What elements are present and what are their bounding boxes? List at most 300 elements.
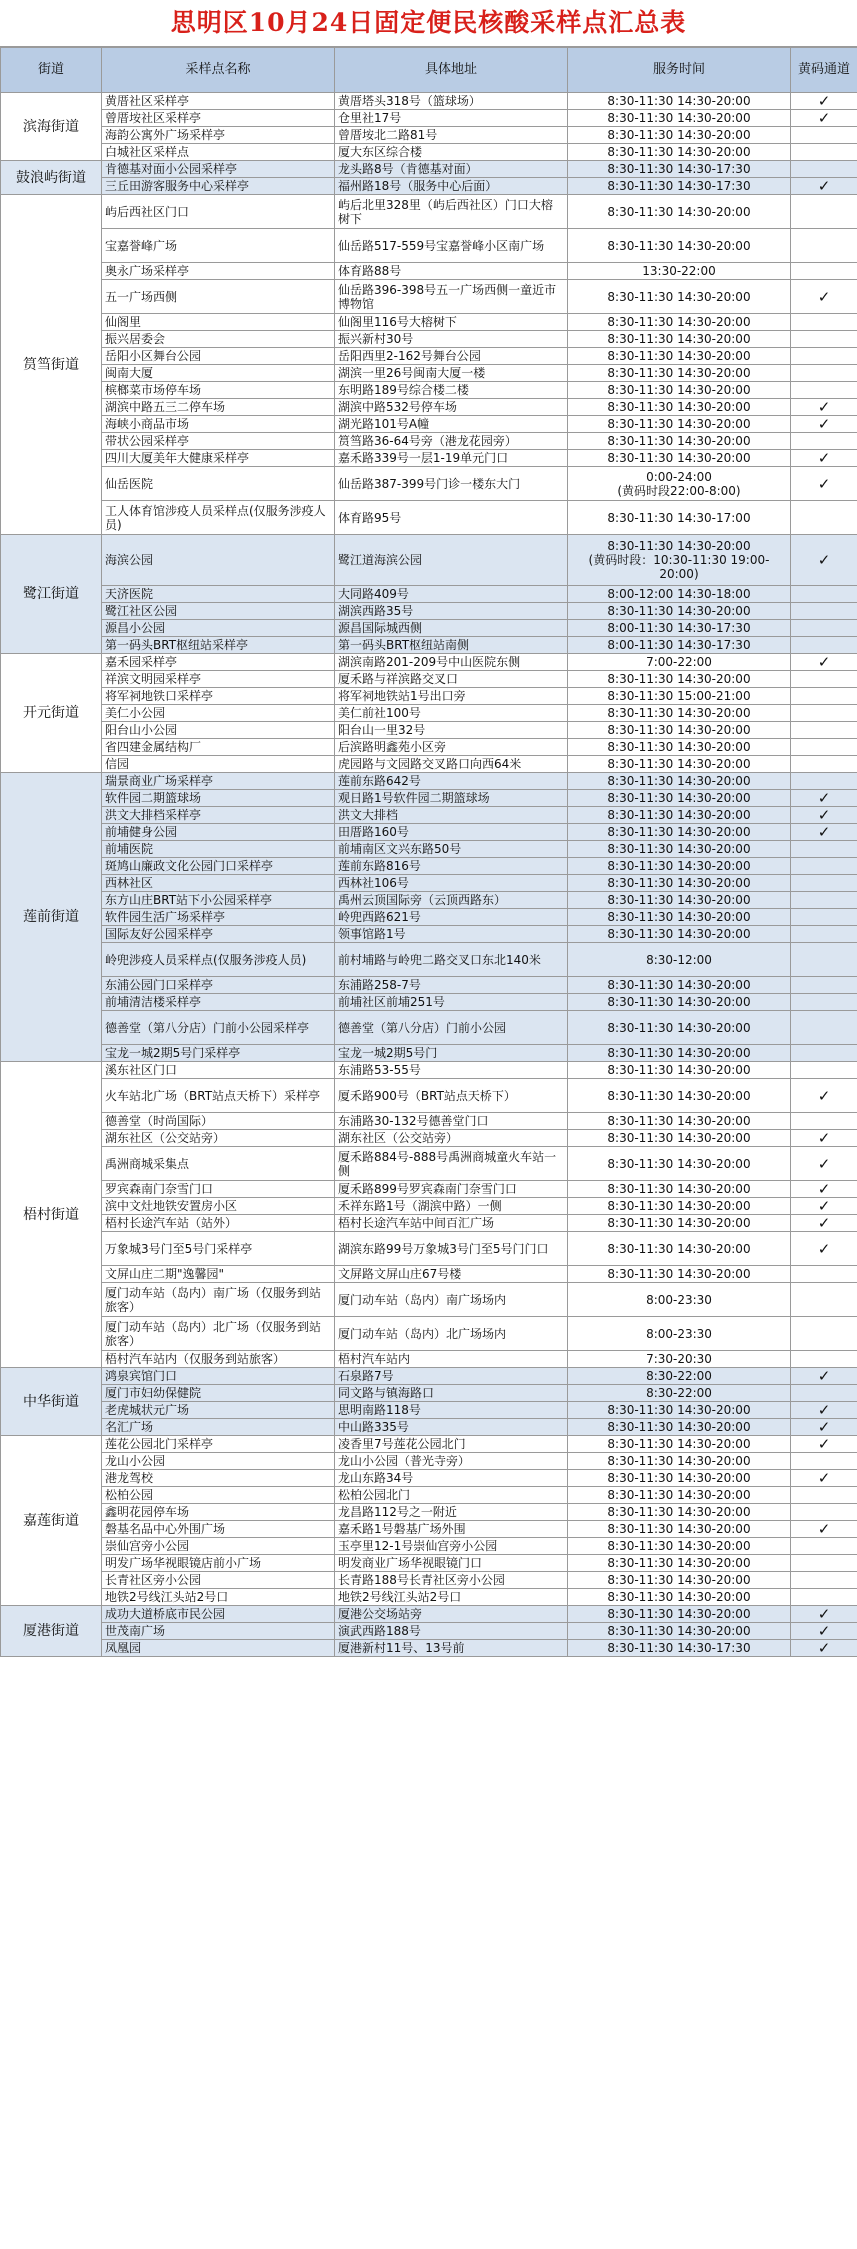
header-site-name: 采样点名称 — [102, 48, 335, 93]
service-time-cell: 8:30-11:30 14:30-20:00 — [568, 1487, 791, 1504]
check-icon: ✓ — [817, 1435, 831, 1453]
service-time-cell: 8:30-11:30 14:30-20:00 — [568, 1181, 791, 1198]
service-time-cell: 8:30-11:30 14:30-20:00 — [568, 875, 791, 892]
table-row — [1, 501, 857, 535]
site-name-cell: 黄厝社区采样亭 — [102, 93, 335, 110]
table-row — [1, 807, 857, 824]
site-name-cell: 美仁小公园 — [102, 705, 335, 722]
check-icon: ✓ — [817, 823, 831, 841]
site-address-cell: 梧村长途汽车站中间百汇广场 — [335, 1215, 568, 1232]
site-name-cell: 宝嘉誉峰广场 — [102, 229, 335, 263]
service-time-cell: 8:30-11:30 14:30-20:00 — [568, 1113, 791, 1130]
header-street: 街道 — [1, 48, 102, 93]
yellow-code-cell — [791, 1181, 857, 1198]
check-icon: ✓ — [817, 1197, 831, 1215]
yellow-code-cell — [791, 994, 857, 1011]
yellow-code-cell — [791, 93, 857, 110]
site-name-cell: 前埔医院 — [102, 841, 335, 858]
sampling-site-table — [0, 47, 857, 1657]
table-row — [1, 1402, 857, 1419]
yellow-code-cell — [791, 637, 857, 654]
yellow-code-cell — [791, 1147, 857, 1181]
site-name-cell: 鸿泉宾馆门口 — [102, 1368, 335, 1385]
site-name-cell: 崇仙宫旁小公园 — [102, 1538, 335, 1555]
service-time-cell: 8:30-11:30 14:30-20:00 — [568, 1266, 791, 1283]
site-address-cell: 虎园路与文园路交叉路口向西64米 — [335, 756, 568, 773]
service-time-cell: 8:30-11:30 14:30-20:00 — [568, 909, 791, 926]
table-row — [1, 722, 857, 739]
yellow-code-cell — [791, 1487, 857, 1504]
service-time-cell: 8:30-11:30 14:30-20:00 — [568, 1232, 791, 1266]
yellow-code-cell — [791, 1045, 857, 1062]
site-address-cell: 大同路409号 — [335, 586, 568, 603]
service-time-cell: 8:30-11:30 14:30-20:00 — [568, 1555, 791, 1572]
table-row — [1, 1045, 857, 1062]
site-address-cell: 仙岳路517-559号宝嘉誉峰小区南广场 — [335, 229, 568, 263]
table-row — [1, 1436, 857, 1453]
yellow-code-cell — [791, 1011, 857, 1045]
site-address-cell: 龙山东路34号 — [335, 1470, 568, 1487]
service-time-cell: 8:30-11:30 14:30-20:00 — [568, 1572, 791, 1589]
service-time-cell: 8:30-11:30 14:30-20:00 — [568, 705, 791, 722]
site-name-cell: 源昌小公园 — [102, 620, 335, 637]
table-row — [1, 127, 857, 144]
site-name-cell: 长青社区旁小公园 — [102, 1572, 335, 1589]
service-time-cell: 8:30-11:30 14:30-20:00 — [568, 892, 791, 909]
table-row — [1, 994, 857, 1011]
site-address-cell: 凌香里7号莲花公园北门 — [335, 1436, 568, 1453]
table-row — [1, 892, 857, 909]
check-icon: ✓ — [817, 398, 831, 416]
check-icon: ✓ — [817, 287, 831, 306]
site-name-cell: 肯德基对面小公园采样亭 — [102, 161, 335, 178]
service-time-cell: 8:30-11:30 14:30-20:00 — [568, 110, 791, 127]
check-icon: ✓ — [817, 653, 831, 671]
table-row — [1, 1062, 857, 1079]
table-row — [1, 654, 857, 671]
site-name-cell: 溪东社区门口 — [102, 1062, 335, 1079]
service-time-cell: 8:30-11:30 14:30-20:00 — [568, 382, 791, 399]
site-address-cell: 厦禾路884号-888号禹洲商城童火车站一侧 — [335, 1147, 568, 1181]
check-icon: ✓ — [817, 1154, 831, 1173]
service-time-cell: 8:30-11:30 14:30-20:00 — [568, 1402, 791, 1419]
table-row — [1, 161, 857, 178]
site-name-cell: 五一广场西侧 — [102, 280, 335, 314]
table-row — [1, 1572, 857, 1589]
check-icon: ✓ — [817, 1622, 831, 1640]
service-time-cell: 8:30-11:30 14:30-20:00 — [568, 739, 791, 756]
site-name-cell: 阳台山小公园 — [102, 722, 335, 739]
table-row — [1, 1283, 857, 1317]
site-address-cell: 黄厝塔头318号（篮球场） — [335, 93, 568, 110]
site-address-cell: 前埔南区文兴东路50号 — [335, 841, 568, 858]
service-time-cell: 8:30-11:30 14:30-20:00 (黄码时段：10:30-11:30 19:00-20:00) — [568, 535, 791, 586]
site-address-cell: 西林社106号 — [335, 875, 568, 892]
site-address-cell: 曾厝垵北二路81号 — [335, 127, 568, 144]
check-icon: ✓ — [817, 1239, 831, 1258]
yellow-code-cell — [791, 314, 857, 331]
yellow-code-cell — [791, 331, 857, 348]
header-yellow-code-channel: 黄码通道 — [791, 48, 857, 93]
yellow-code-cell — [791, 773, 857, 790]
site-name-cell: 仙阁里 — [102, 314, 335, 331]
service-time-cell: 8:30-11:30 14:30-20:00 — [568, 1147, 791, 1181]
header-row — [1, 48, 857, 93]
site-address-cell: 演武西路188号 — [335, 1623, 568, 1640]
yellow-code-cell — [791, 1521, 857, 1538]
site-address-cell: 振兴新村30号 — [335, 331, 568, 348]
table-row — [1, 365, 857, 382]
check-icon: ✓ — [817, 1180, 831, 1198]
service-time-cell: 8:30-11:30 14:30-20:00 — [568, 433, 791, 450]
check-icon: ✓ — [817, 1367, 831, 1385]
table-row — [1, 1011, 857, 1045]
site-address-cell: 禾祥东路1号（湖滨中路）一侧 — [335, 1198, 568, 1215]
yellow-code-cell — [791, 909, 857, 926]
yellow-code-cell — [791, 1232, 857, 1266]
table-row — [1, 1606, 857, 1623]
site-address-cell: 文屏路文屏山庄67号楼 — [335, 1266, 568, 1283]
table-row — [1, 1130, 857, 1147]
site-name-cell: 鹭江社区公园 — [102, 603, 335, 620]
table-row — [1, 1215, 857, 1232]
site-name-cell: 东浦公园门口采样亭 — [102, 977, 335, 994]
yellow-code-cell — [791, 1538, 857, 1555]
yellow-code-cell — [791, 144, 857, 161]
yellow-code-cell — [791, 110, 857, 127]
table-row — [1, 1419, 857, 1436]
site-name-cell: 第一码头BRT枢纽站采样亭 — [102, 637, 335, 654]
site-address-cell: 东浦路53-55号 — [335, 1062, 568, 1079]
site-name-cell: 仙岳医院 — [102, 467, 335, 501]
site-address-cell: 湖滨南路201-209号中山医院东侧 — [335, 654, 568, 671]
check-icon: ✓ — [817, 789, 831, 807]
check-icon: ✓ — [817, 109, 831, 127]
yellow-code-cell — [791, 756, 857, 773]
site-name-cell: 岳阳小区舞台公园 — [102, 348, 335, 365]
site-address-cell: 湖滨西路35号 — [335, 603, 568, 620]
service-time-cell: 8:30-11:30 14:30-17:00 — [568, 501, 791, 535]
yellow-code-cell — [791, 1623, 857, 1640]
service-time-cell: 8:30-11:30 14:30-20:00 — [568, 416, 791, 433]
yellow-code-cell — [791, 790, 857, 807]
service-time-cell: 8:30-12:00 — [568, 943, 791, 977]
service-time-cell: 8:30-11:30 15:00-21:00 — [568, 688, 791, 705]
yellow-code-cell — [791, 1198, 857, 1215]
service-time-cell: 8:30-11:30 14:30-20:00 — [568, 790, 791, 807]
service-time-cell: 8:30-11:30 14:30-20:00 — [568, 1436, 791, 1453]
check-icon: ✓ — [817, 1469, 831, 1487]
street-name-cell: 筼筜街道 — [1, 195, 102, 535]
service-time-cell: 8:30-11:30 14:30-20:00 — [568, 926, 791, 943]
service-time-cell: 8:30-22:00 — [568, 1368, 791, 1385]
site-address-cell: 同文路与镇海路口 — [335, 1385, 568, 1402]
site-address-cell: 长青路188号长青社区旁小公园 — [335, 1572, 568, 1589]
yellow-code-cell — [791, 348, 857, 365]
site-address-cell: 阳台山一里32号 — [335, 722, 568, 739]
yellow-code-cell — [791, 229, 857, 263]
yellow-code-cell — [791, 127, 857, 144]
site-name-cell: 天济医院 — [102, 586, 335, 603]
table-row — [1, 1079, 857, 1113]
site-name-cell: 港龙驾校 — [102, 1470, 335, 1487]
service-time-cell: 8:30-11:30 14:30-20:00 — [568, 93, 791, 110]
table-row — [1, 1487, 857, 1504]
table-row — [1, 671, 857, 688]
service-time-cell: 8:30-11:30 14:30-20:00 — [568, 994, 791, 1011]
check-icon: ✓ — [817, 1520, 831, 1538]
site-address-cell: 福州路18号（服务中心后面） — [335, 178, 568, 195]
table-row — [1, 858, 857, 875]
check-icon: ✓ — [817, 1418, 831, 1436]
site-address-cell: 湖光路101号A幢 — [335, 416, 568, 433]
service-time-cell: 8:30-11:30 14:30-20:00 — [568, 1470, 791, 1487]
site-address-cell: 玉亭里12-1号崇仙宫旁小公园 — [335, 1538, 568, 1555]
yellow-code-cell — [791, 1453, 857, 1470]
site-name-cell: 振兴居委会 — [102, 331, 335, 348]
yellow-code-cell — [791, 365, 857, 382]
table-row — [1, 433, 857, 450]
site-name-cell: 滨中文灶地铁安置房小区 — [102, 1198, 335, 1215]
site-name-cell: 龙山小公园 — [102, 1453, 335, 1470]
table-row — [1, 535, 857, 586]
service-time-cell: 8:30-11:30 14:30-20:00 — [568, 1215, 791, 1232]
site-name-cell: 老虎城状元广场 — [102, 1402, 335, 1419]
yellow-code-cell — [791, 1589, 857, 1606]
table-row — [1, 1623, 857, 1640]
site-address-cell: 体育路95号 — [335, 501, 568, 535]
table-row — [1, 1113, 857, 1130]
site-address-cell: 嘉禾路1号磐基广场外围 — [335, 1521, 568, 1538]
yellow-code-cell — [791, 1283, 857, 1317]
site-name-cell: 梧村长途汽车站（站外） — [102, 1215, 335, 1232]
table-row — [1, 1453, 857, 1470]
yellow-code-cell — [791, 943, 857, 977]
header-address: 具体地址 — [335, 48, 568, 93]
table-row — [1, 705, 857, 722]
yellow-code-cell — [791, 399, 857, 416]
yellow-code-cell — [791, 382, 857, 399]
site-address-cell: 松柏公园北门 — [335, 1487, 568, 1504]
site-name-cell: 软件园二期篮球场 — [102, 790, 335, 807]
site-address-cell: 第一码头BRT枢纽站南侧 — [335, 637, 568, 654]
yellow-code-cell — [791, 875, 857, 892]
site-name-cell: 软件园生活广场采样亭 — [102, 909, 335, 926]
site-name-cell: 松柏公园 — [102, 1487, 335, 1504]
site-address-cell: 仙岳路396-398号五一广场西侧一童近市博物馆 — [335, 280, 568, 314]
site-name-cell: 磐基名品中心外围广场 — [102, 1521, 335, 1538]
yellow-code-cell — [791, 1470, 857, 1487]
site-name-cell: 西林社区 — [102, 875, 335, 892]
yellow-code-cell — [791, 467, 857, 501]
service-time-cell: 8:30-11:30 14:30-20:00 — [568, 1062, 791, 1079]
yellow-code-cell — [791, 1572, 857, 1589]
yellow-code-cell — [791, 1504, 857, 1521]
table-row — [1, 1147, 857, 1181]
yellow-code-cell — [791, 1317, 857, 1351]
site-name-cell: 斑鸠山廉政文化公园门口采样亭 — [102, 858, 335, 875]
table-row — [1, 331, 857, 348]
site-address-cell: 中山路335号 — [335, 1419, 568, 1436]
site-name-cell: 鑫明花园停车场 — [102, 1504, 335, 1521]
yellow-code-cell — [791, 1266, 857, 1283]
table-row — [1, 450, 857, 467]
site-name-cell: 嘉禾园采样亭 — [102, 654, 335, 671]
service-time-cell: 8:30-22:00 — [568, 1385, 791, 1402]
yellow-code-cell — [791, 1606, 857, 1623]
site-name-cell: 瑞景商业广场采样亭 — [102, 773, 335, 790]
service-time-cell: 8:30-11:30 14:30-20:00 — [568, 1453, 791, 1470]
service-time-cell: 8:30-11:30 14:30-20:00 — [568, 841, 791, 858]
service-time-cell: 8:30-11:30 14:30-20:00 — [568, 824, 791, 841]
service-time-cell: 8:30-11:30 14:30-20:00 — [568, 977, 791, 994]
table-row — [1, 1538, 857, 1555]
yellow-code-cell — [791, 195, 857, 229]
table-row — [1, 382, 857, 399]
service-time-cell: 8:30-11:30 14:30-17:30 — [568, 1640, 791, 1657]
yellow-code-cell — [791, 1062, 857, 1079]
service-time-cell: 7:00-22:00 — [568, 654, 791, 671]
site-name-cell: 地铁2号线江头站2号口 — [102, 1589, 335, 1606]
site-address-cell: 前埔社区前埔251号 — [335, 994, 568, 1011]
service-time-cell: 8:30-11:30 14:30-20:00 — [568, 280, 791, 314]
site-address-cell: 厦禾路900号（BRT站点天桥下） — [335, 1079, 568, 1113]
table-row — [1, 977, 857, 994]
site-address-cell: 厦港新村11号、13号前 — [335, 1640, 568, 1657]
page-title: 思明区10月24日固定便民核酸采样点汇总表 — [0, 0, 857, 47]
site-name-cell: 屿后西社区门口 — [102, 195, 335, 229]
site-address-cell: 德善堂（第八分店）门前小公园 — [335, 1011, 568, 1045]
table-row — [1, 1470, 857, 1487]
service-time-cell: 8:30-11:30 14:30-20:00 — [568, 331, 791, 348]
site-address-cell: 明发商业广场华视眼镜门口 — [335, 1555, 568, 1572]
yellow-code-cell — [791, 161, 857, 178]
table-row — [1, 756, 857, 773]
site-name-cell: 德善堂（时尚国际） — [102, 1113, 335, 1130]
service-time-cell: 8:30-11:30 14:30-20:00 — [568, 1198, 791, 1215]
street-name-cell: 莲前街道 — [1, 773, 102, 1062]
service-time-cell: 8:30-11:30 14:30-20:00 — [568, 807, 791, 824]
service-time-cell: 8:30-11:30 14:30-17:30 — [568, 178, 791, 195]
table-row — [1, 1555, 857, 1572]
street-name-cell: 开元街道 — [1, 654, 102, 773]
site-name-cell: 曾厝垵社区采样亭 — [102, 110, 335, 127]
site-name-cell: 湖滨中路五三二停车场 — [102, 399, 335, 416]
service-time-cell: 8:00-11:30 14:30-17:30 — [568, 620, 791, 637]
service-time-cell: 8:30-11:30 14:30-20:00 — [568, 1589, 791, 1606]
service-time-cell: 8:30-11:30 14:30-20:00 — [568, 314, 791, 331]
site-address-cell: 思明南路118号 — [335, 1402, 568, 1419]
table-row — [1, 637, 857, 654]
yellow-code-cell — [791, 178, 857, 195]
yellow-code-cell — [791, 263, 857, 280]
service-time-cell: 8:30-11:30 14:30-20:00 — [568, 1538, 791, 1555]
site-address-cell: 前村埔路与岭兜二路交叉口东北140米 — [335, 943, 568, 977]
site-address-cell: 屿后北里328里（屿后西社区）门口大榕树下 — [335, 195, 568, 229]
table-row — [1, 1351, 857, 1368]
site-address-cell: 湖滨一里26号闽南大厦一楼 — [335, 365, 568, 382]
yellow-code-cell — [791, 807, 857, 824]
table-row — [1, 909, 857, 926]
street-name-cell: 嘉莲街道 — [1, 1436, 102, 1606]
site-address-cell: 筼筜路36-64号旁（港龙花园旁） — [335, 433, 568, 450]
check-icon: ✓ — [817, 177, 831, 195]
table-row — [1, 314, 857, 331]
table-row — [1, 620, 857, 637]
site-name-cell: 工人体育馆涉疫人员采样点(仅服务涉疫人员) — [102, 501, 335, 535]
service-time-cell: 13:30-22:00 — [568, 263, 791, 280]
site-address-cell: 厦禾路与祥滨路交叉口 — [335, 671, 568, 688]
service-time-cell: 8:00-23:30 — [568, 1283, 791, 1317]
site-address-cell: 厦门动车站（岛内）北广场场内 — [335, 1317, 568, 1351]
site-name-cell: 罗宾森南门奈雪门口 — [102, 1181, 335, 1198]
table-row — [1, 586, 857, 603]
yellow-code-cell — [791, 824, 857, 841]
table-row — [1, 841, 857, 858]
yellow-code-cell — [791, 1640, 857, 1657]
service-time-cell: 8:30-11:30 14:30-20:00 — [568, 450, 791, 467]
site-address-cell: 宝龙一城2期5号门 — [335, 1045, 568, 1062]
site-name-cell: 白城社区采样点 — [102, 144, 335, 161]
site-address-cell: 湖东社区（公交站旁） — [335, 1130, 568, 1147]
site-name-cell: 宝龙一城2期5号门采样亭 — [102, 1045, 335, 1062]
site-name-cell: 德善堂（第八分店）门前小公园采样亭 — [102, 1011, 335, 1045]
yellow-code-cell — [791, 1079, 857, 1113]
yellow-code-cell — [791, 892, 857, 909]
service-time-cell: 8:30-11:30 14:30-20:00 — [568, 1504, 791, 1521]
yellow-code-cell — [791, 705, 857, 722]
site-address-cell: 龙昌路112号之一附近 — [335, 1504, 568, 1521]
site-name-cell: 厦门动车站（岛内）南广场（仅服务到站旅客） — [102, 1283, 335, 1317]
table-row — [1, 773, 857, 790]
service-time-cell: 8:00-11:30 14:30-17:30 — [568, 637, 791, 654]
site-address-cell: 石泉路7号 — [335, 1368, 568, 1385]
table-row — [1, 1266, 857, 1283]
site-name-cell: 凤凰园 — [102, 1640, 335, 1657]
table-row — [1, 1521, 857, 1538]
table-row — [1, 1198, 857, 1215]
site-name-cell: 祥滨文明园采样亭 — [102, 671, 335, 688]
site-address-cell: 洪文大排档 — [335, 807, 568, 824]
site-address-cell: 湖滨中路532号停车场 — [335, 399, 568, 416]
site-name-cell: 厦门动车站（岛内）北广场（仅服务到站旅客） — [102, 1317, 335, 1351]
site-address-cell: 东明路189号综合楼二楼 — [335, 382, 568, 399]
table-row — [1, 110, 857, 127]
site-name-cell: 槟榔菜市场停车场 — [102, 382, 335, 399]
site-name-cell: 火车站北广场（BRT站点天桥下）采样亭 — [102, 1079, 335, 1113]
service-time-cell: 0:00-24:00 (黄码时段22:00-8:00) — [568, 467, 791, 501]
service-time-cell: 8:30-11:30 14:30-20:00 — [568, 144, 791, 161]
street-name-cell: 鹭江街道 — [1, 535, 102, 654]
yellow-code-cell — [791, 722, 857, 739]
site-name-cell: 闽南大厦 — [102, 365, 335, 382]
site-address-cell: 田厝路160号 — [335, 824, 568, 841]
table-row — [1, 399, 857, 416]
site-address-cell: 地铁2号线江头站2号口 — [335, 1589, 568, 1606]
check-icon: ✓ — [817, 92, 831, 110]
service-time-cell: 8:00-12:00 14:30-18:00 — [568, 586, 791, 603]
check-icon: ✓ — [817, 449, 831, 467]
site-name-cell: 海峡小商品市场 — [102, 416, 335, 433]
site-name-cell: 禹洲商城采集点 — [102, 1147, 335, 1181]
service-time-cell: 8:30-11:30 14:30-20:00 — [568, 365, 791, 382]
service-time-cell: 8:30-11:30 14:30-20:00 — [568, 1521, 791, 1538]
table-row — [1, 280, 857, 314]
site-name-cell: 文屏山庄二期"逸馨园" — [102, 1266, 335, 1283]
yellow-code-cell — [791, 586, 857, 603]
table-row — [1, 1232, 857, 1266]
site-address-cell: 湖滨东路99号万象城3号门至5号门门口 — [335, 1232, 568, 1266]
